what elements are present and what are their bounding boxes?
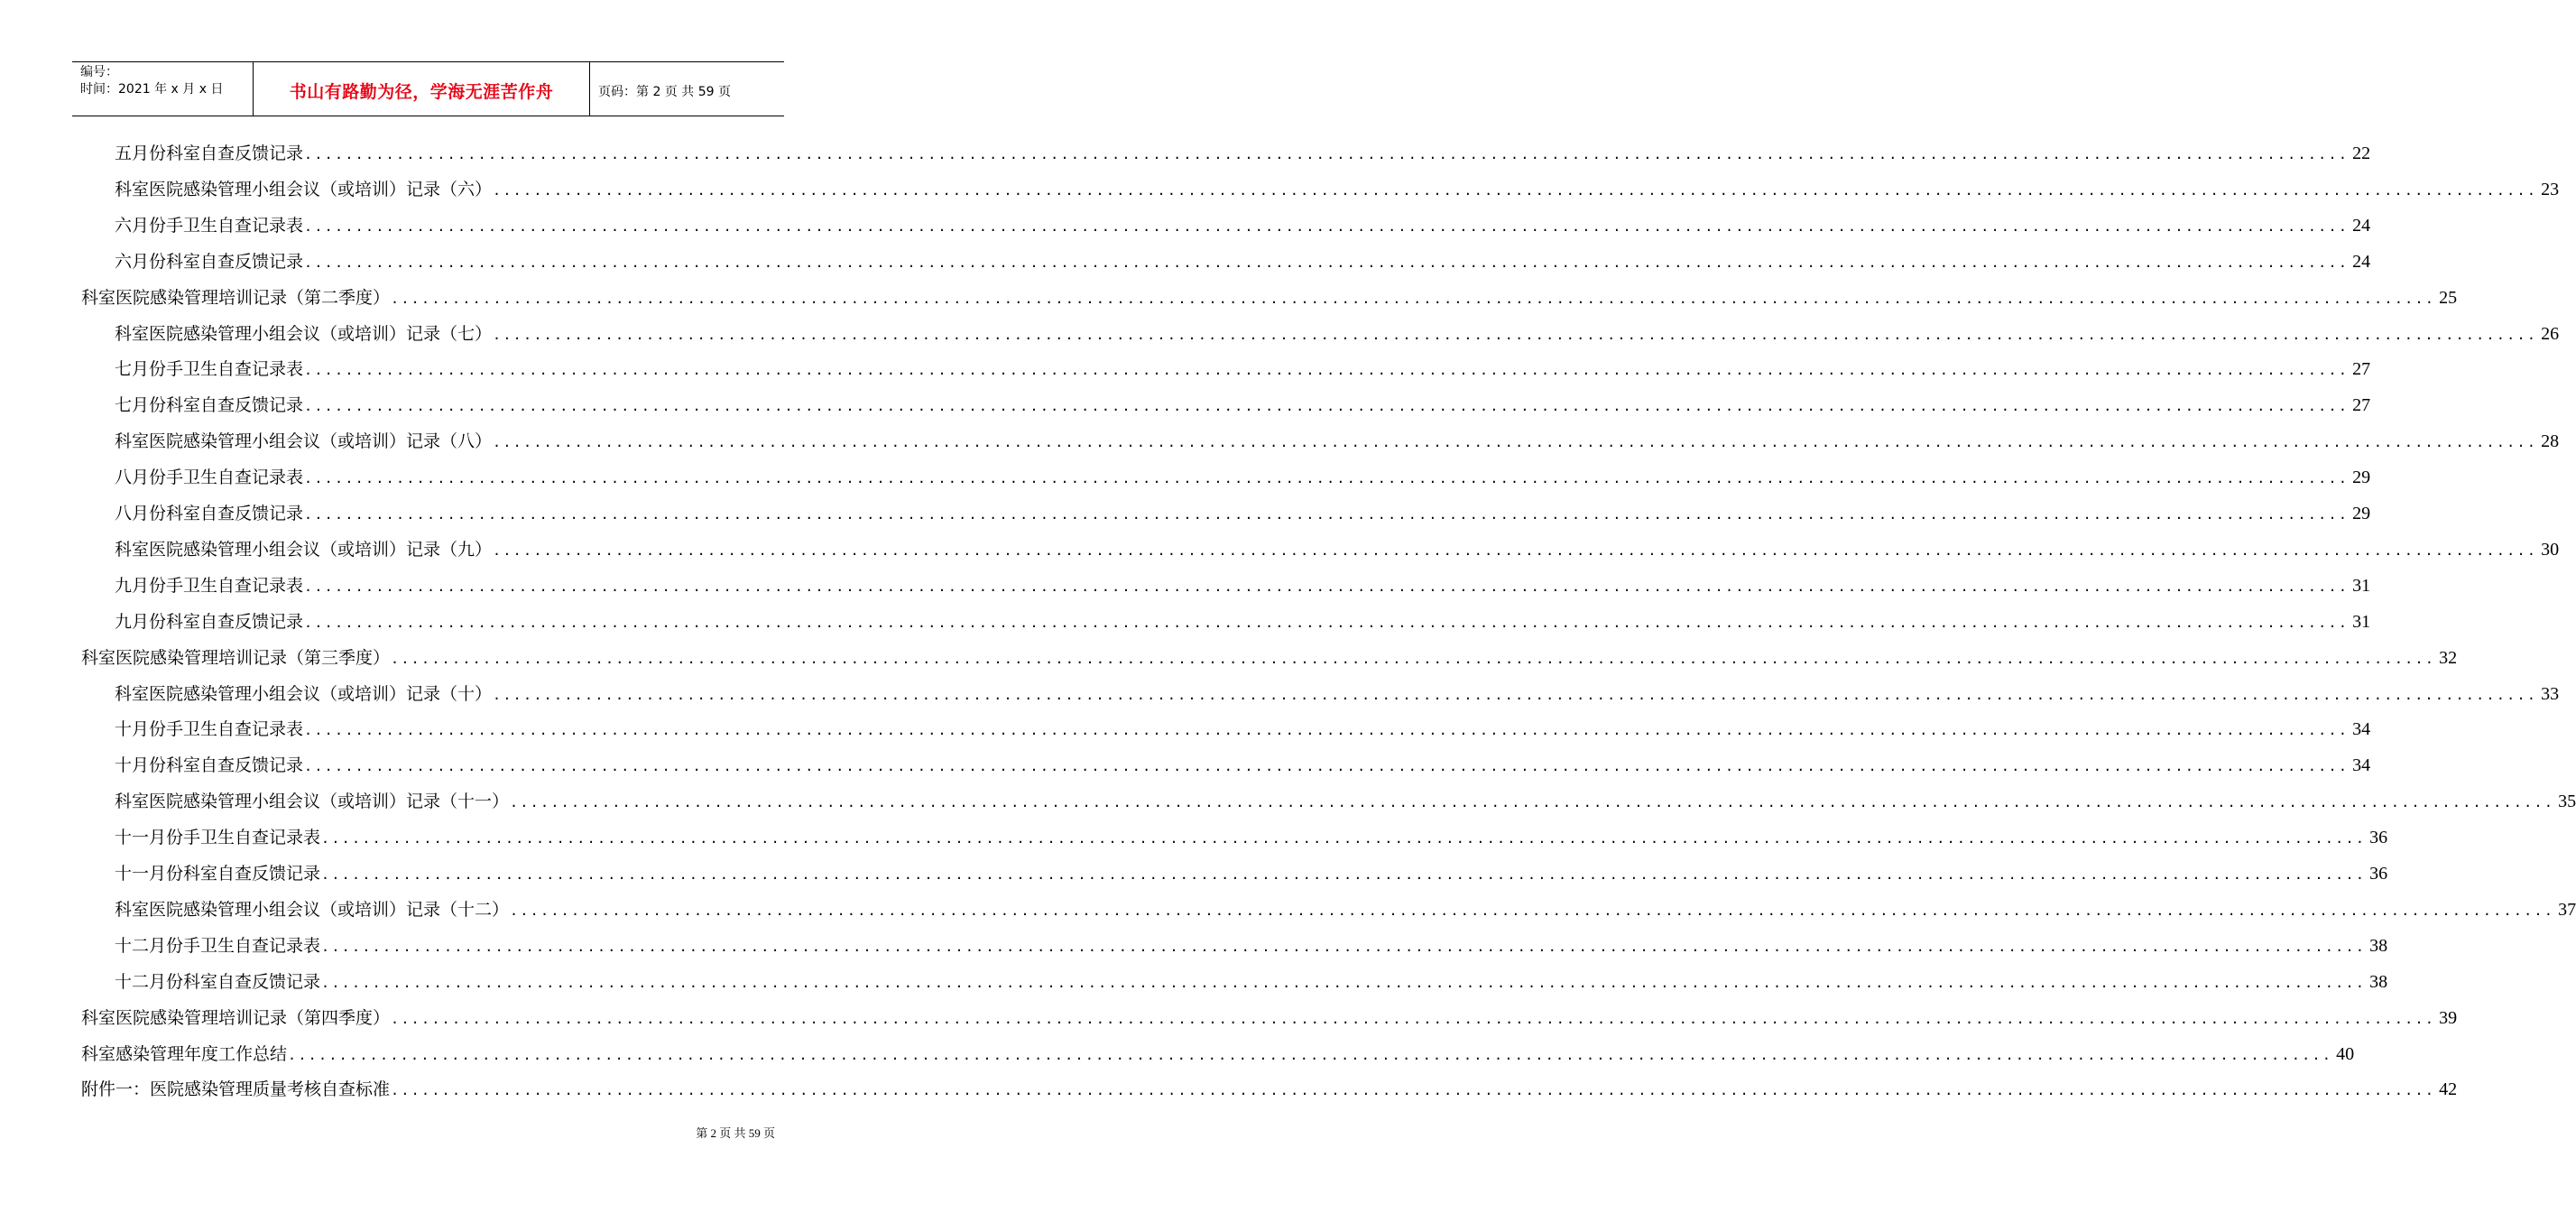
toc-entry-title: 八月份科室自查反馈记录 — [115, 504, 304, 523]
toc-dot-leader: ........................................................................................................................................................................................................ — [288, 1046, 2333, 1063]
toc-entry-title: 六月份手卫生自查记录表 — [115, 215, 304, 236]
toc-entry[interactable] — [115, 752, 2371, 779]
toc-entry-title: 九月份科室自查反馈记录 — [115, 611, 304, 632]
toc-entry-title: 科室医院感染管理小组会议（或培训）记录（六） — [115, 179, 493, 199]
toc-dot-leader: ........................................................................................................................................................................................................ — [510, 794, 2555, 811]
toc-entry-page-number: 25 — [2439, 287, 2458, 308]
toc-dot-leader: ........................................................................................................................................................................................................ — [493, 434, 2538, 451]
toc-dot-leader: ........................................................................................................................................................................................................ — [304, 362, 2350, 379]
toc-dot-leader: ........................................................................................................................................................................................................ — [304, 146, 2350, 162]
toc-entry-page-number: 22 — [2352, 144, 2371, 163]
toc-entry[interactable] — [115, 464, 2371, 491]
toc-dot-leader: ........................................................................................................................................................................................................ — [321, 830, 2367, 847]
toc-entry[interactable] — [81, 284, 2458, 311]
toc-entry-title: 十月份科室自查反馈记录 — [115, 755, 304, 776]
toc-entry[interactable] — [115, 608, 2371, 635]
toc-entry-title: 七月份手卫生自查记录表 — [115, 359, 304, 380]
toc-dot-leader: ........................................................................................................................................................................................................ — [321, 974, 2367, 991]
toc-dot-leader: ........................................................................................................................................................................................................ — [321, 866, 2367, 883]
footer-page-number: 第 2 页 共 59 页 — [696, 1126, 775, 1140]
toc-dot-leader: ........................................................................................................................................................................................................ — [493, 326, 2538, 343]
toc-entry-title: 科室医院感染管理小组会议（或培训）记录（八） — [115, 431, 493, 452]
toc-entry-title: 科室医院感染管理小组会议（或培训）记录（十一） — [115, 792, 510, 812]
toc-entry-title: 九月份手卫生自查记录表 — [115, 575, 304, 596]
toc-entry-page-number: 34 — [2352, 755, 2371, 776]
toc-entry-page-number: 31 — [2352, 575, 2371, 596]
toc-entry-page-number: 36 — [2369, 828, 2388, 848]
toc-entry[interactable] — [115, 860, 2388, 887]
toc-entry-page-number: 35 — [2558, 792, 2576, 812]
toc-entry-title: 科室医院感染管理培训记录（第二季度） — [81, 287, 391, 308]
document-date-label: 时间：2021 年 x 月 x 日 — [80, 82, 224, 97]
toc-entry[interactable] — [115, 716, 2371, 743]
toc-entry[interactable] — [115, 212, 2371, 239]
toc-dot-leader: ........................................................................................................................................................................................................ — [391, 1010, 2436, 1027]
toc-entry-title: 科室医院感染管理小组会议（或培训）记录（九） — [115, 539, 493, 560]
toc-entry[interactable] — [115, 968, 2388, 995]
toc-dot-leader: ........................................................................................................................................................................................................ — [391, 290, 2436, 307]
toc-dot-leader: ........................................................................................................................................................................................................ — [493, 686, 2538, 703]
toc-entry-page-number: 24 — [2352, 251, 2371, 272]
toc-dot-leader: ........................................................................................................................................................................................................ — [391, 650, 2436, 667]
toc-dot-leader: ........................................................................................................................................................................................................ — [304, 758, 2350, 775]
toc-entry-title: 五月份科室自查反馈记录 — [115, 144, 304, 163]
toc-entry-page-number: 30 — [2541, 539, 2560, 560]
toc-entry[interactable] — [115, 320, 2560, 347]
toc-entry[interactable] — [115, 392, 2371, 419]
toc-entry[interactable] — [115, 500, 2371, 527]
toc-entry-page-number: 39 — [2439, 1007, 2458, 1028]
toc-dot-leader: ........................................................................................................................................................................................................ — [304, 398, 2350, 415]
toc-entry-title: 科室感染管理年度工作总结 — [81, 1043, 288, 1064]
header-page-number: 页码：第 2 页 共 59 页 — [598, 84, 731, 99]
toc-dot-leader: ........................................................................................................................................................................................................ — [304, 578, 2350, 595]
toc-entry-title: 十月份手卫生自查记录表 — [115, 719, 304, 740]
document-number-label: 编号： — [80, 65, 118, 79]
toc-dot-leader: ........................................................................................................................................................................................................ — [304, 254, 2350, 271]
toc-entry[interactable] — [115, 572, 2371, 599]
toc-entry[interactable] — [115, 896, 2576, 923]
toc-entry-page-number: 36 — [2369, 864, 2388, 884]
toc-entry-page-number: 38 — [2369, 971, 2388, 992]
toc-entry[interactable] — [115, 788, 2576, 815]
toc-dot-leader: ........................................................................................................................................................................................................ — [304, 218, 2350, 235]
toc-entry-title: 十二月份科室自查反馈记录 — [115, 971, 321, 992]
toc-entry-page-number: 27 — [2352, 395, 2371, 416]
toc-entry-title: 十一月份手卫生自查记录表 — [115, 828, 321, 848]
toc-entry-title: 科室医院感染管理小组会议（或培训）记录（七） — [115, 323, 493, 344]
toc-entry[interactable] — [115, 428, 2560, 455]
toc-entry-page-number: 26 — [2541, 323, 2560, 344]
toc-dot-leader: ........................................................................................................................................................................................................ — [493, 181, 2538, 199]
header-meta — [72, 62, 254, 116]
toc-entry[interactable] — [115, 356, 2371, 383]
toc-entry-title: 科室医院感染管理小组会议（或培训）记录（十） — [115, 683, 493, 704]
toc-entry-page-number: 24 — [2352, 215, 2371, 236]
toc-entry-page-number: 42 — [2439, 1079, 2458, 1100]
toc-entry[interactable] — [115, 536, 2560, 563]
toc-entry-title: 八月份手卫生自查记录表 — [115, 468, 304, 488]
toc-entry[interactable] — [81, 1076, 2458, 1103]
toc-entry-page-number: 32 — [2439, 647, 2458, 668]
toc-entry-page-number: 28 — [2541, 431, 2560, 452]
toc-dot-leader: ........................................................................................................................................................................................................ — [510, 902, 2555, 919]
toc-dot-leader: ........................................................................................................................................................................................................ — [304, 470, 2350, 487]
toc-entry-title: 附件一：医院感染管理质量考核自查标准 — [81, 1079, 391, 1100]
toc-dot-leader: ........................................................................................................................................................................................................ — [304, 614, 2350, 631]
toc-entry-page-number: 37 — [2558, 899, 2576, 920]
toc-entry-title: 科室医院感染管理小组会议（或培训）记录（十二） — [115, 899, 510, 920]
toc-entry-title: 科室医院感染管理培训记录（第四季度） — [81, 1007, 391, 1028]
toc-entry[interactable] — [115, 932, 2388, 959]
toc-entry-page-number: 34 — [2352, 719, 2371, 740]
toc-entry-title: 七月份科室自查反馈记录 — [115, 395, 304, 416]
header-motto: 书山有路勤为径，学海无涯苦作舟 — [254, 62, 590, 116]
toc-dot-leader: ........................................................................................................................................................................................................ — [321, 938, 2367, 955]
toc-entry-page-number: 40 — [2336, 1043, 2355, 1064]
toc-entry-page-number: 33 — [2541, 683, 2560, 704]
toc-entry[interactable] — [81, 644, 2458, 671]
page-header — [72, 61, 784, 116]
toc-entry[interactable] — [115, 824, 2388, 851]
toc-dot-leader: ........................................................................................................................................................................................................ — [391, 1082, 2436, 1099]
toc-entry-page-number: 23 — [2541, 179, 2560, 199]
toc-entry[interactable] — [81, 1041, 2355, 1068]
toc-dot-leader: ........................................................................................................................................................................................................ — [304, 506, 2350, 523]
toc-entry-page-number: 27 — [2352, 359, 2371, 380]
toc-entry-title: 十二月份手卫生自查记录表 — [115, 935, 321, 956]
toc-entry-page-number: 38 — [2369, 935, 2388, 956]
toc-dot-leader: ........................................................................................................................................................................................................ — [304, 722, 2350, 739]
toc-entry[interactable] — [115, 176, 2560, 203]
toc-entry[interactable] — [81, 1005, 2458, 1032]
toc-entry-page-number: 31 — [2352, 611, 2371, 632]
toc-entry-title: 科室医院感染管理培训记录（第三季度） — [81, 647, 391, 668]
toc-entry-title: 十一月份科室自查反馈记录 — [115, 864, 321, 884]
toc-entry[interactable] — [115, 140, 2371, 167]
toc-entry[interactable] — [115, 248, 2371, 275]
toc-entry-page-number: 29 — [2352, 468, 2371, 488]
toc-dot-leader: ........................................................................................................................................................................................................ — [493, 542, 2538, 559]
toc-entry[interactable] — [115, 681, 2560, 708]
toc-entry-title: 六月份科室自查反馈记录 — [115, 251, 304, 272]
toc-entry-page-number: 29 — [2352, 504, 2371, 523]
